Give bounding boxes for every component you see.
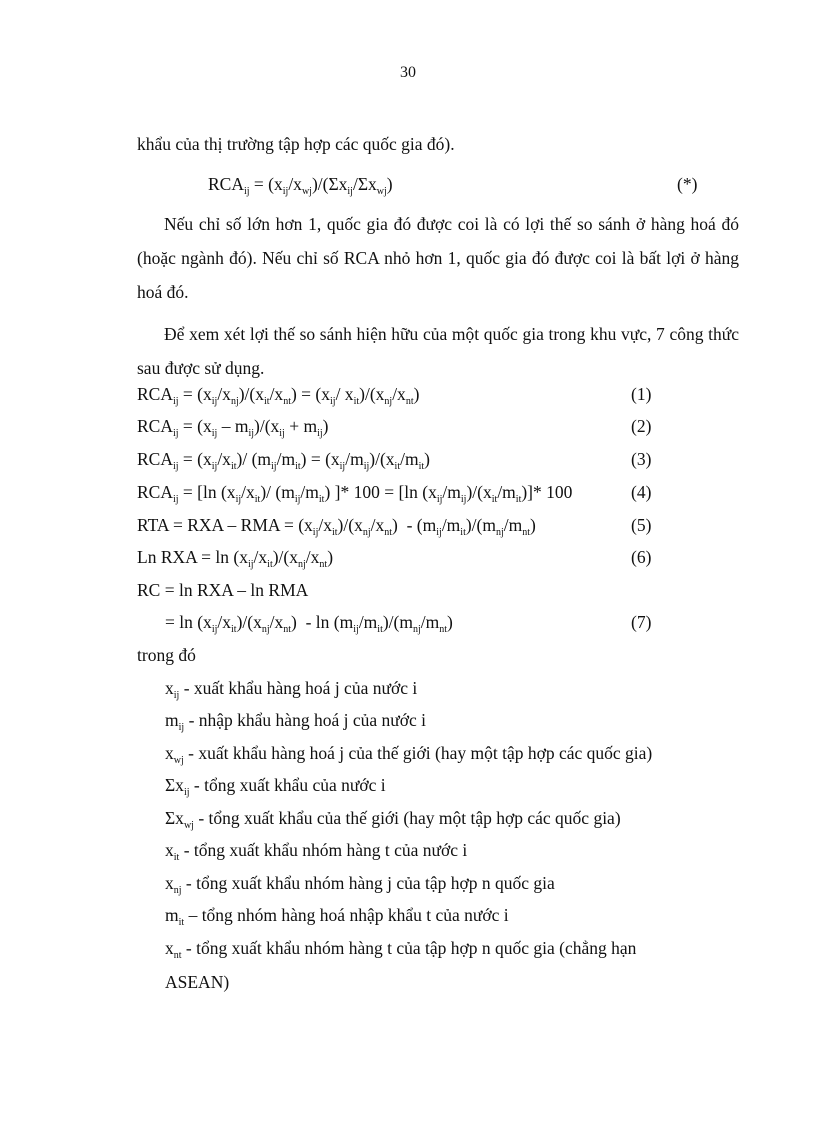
- formula-1: $RCA_{ij} = (x_{ij}/x_{nj})/(x_{it}/x_{nt}) = (x_{ij}/$ $x_{it})/(x_{nj}/x_{nt})$: [137, 384, 420, 407]
- formula-main: $RCA_{ij} = (x_{ij}/x_{wj})/(\Sigma x_{ij}/\Sigma x_{wj})$: [208, 174, 393, 197]
- paragraph-text: Để xem xét lợi thế so sánh hiện hữu của một quốc gia trong khu vực, 7 công thức sau được sử dụng.: [137, 324, 739, 378]
- formula-6-tag: (6): [631, 547, 652, 567]
- intro-line: khẩu của thị trường tập hợp các quốc gia đó).: [137, 134, 455, 154]
- formula-2-tag: (2): [631, 416, 652, 436]
- formula-2: $RCA_{ij} = (x_{ij} - m_{ij})/(x_{ij} + m_{ij})$: [137, 416, 329, 439]
- formula-4: $RCA_{ij} = [\ln$ $(x_{ij}/x_{it})/$ $(m_{ij}/m_{it})$ ]* 100 = [ln $(x_{ij}/m_{ij})/(x_{it}/m_{it})]*$ 100: [137, 482, 573, 505]
- formula-main-tag: (*): [677, 174, 698, 194]
- formula-3: $RCA_{ij} = (x_{ij}/x_{it})/$ $(m_{ij}/m_{it}) = (x_{ij}/m_{ij})/(x_{it}/m_{it})$: [137, 449, 430, 472]
- def-sum-xij: $\Sigma x_{ij}$ - tổng xuất khẩu của nước i: [165, 775, 386, 798]
- def-xnt: $x_{nt}$ - tổng xuất khẩu nhóm hàng t của tập hợp n quốc gia (chẳng hạn ASEAN): [165, 938, 637, 992]
- def-xwj: $x_{wj}$ - xuất khẩu hàng hoá j của thế giới (hay một tập hợp các quốc gia): [165, 743, 653, 766]
- page-number: 30: [400, 64, 416, 81]
- formula-1-tag: (1): [631, 384, 652, 404]
- formula-7-tag: (7): [631, 612, 652, 632]
- formula-7-line1: RC = ln RXA – ln RMA: [137, 580, 309, 600]
- def-mit: $m_{it}$ – tổng nhóm hàng hoá nhập khẩu t của nước i: [165, 905, 509, 928]
- def-xij: $x_{ij}$ - xuất khẩu hàng hoá j của nước i: [165, 678, 418, 701]
- def-text: – tổng nhóm hàng hoá nhập khẩu t của nước i: [184, 905, 509, 925]
- paragraph-text: Nếu chỉ số lớn hơn 1, quốc gia đó được coi là có lợi thế so sánh ở hàng hoá đó (hoặc ngành đó). Nếu chỉ số RCA nhỏ hơn 1, quốc gia đó được coi là bất lợi ở hàng hoá đó.: [137, 214, 739, 302]
- where-label: trong đó: [137, 645, 196, 665]
- def-text: - xuất khẩu hàng hoá j của thế giới (hay một tập hợp các quốc gia): [183, 743, 653, 763]
- formula-5-tag: (5): [631, 515, 652, 535]
- formula-4-tag: (4): [631, 482, 652, 502]
- formula-6: Ln RXA = $\ln (x_{ij}/x_{it})/(x_{nj}/x_{nt})$: [137, 547, 334, 570]
- def-text: - nhập khẩu hàng hoá j của nước i: [184, 710, 426, 730]
- def-text: - tổng xuất khẩu nhóm hàng t của nước i: [179, 840, 468, 860]
- def-text: - xuất khẩu hàng hoá j của nước i: [179, 678, 418, 698]
- def-text: - tổng xuất khẩu nhóm hàng t của tập hợp n quốc gia (chẳng hạn: [181, 938, 637, 958]
- def-mij: $m_{ij}$ - nhập khẩu hàng hoá j của nước i: [165, 710, 426, 733]
- def-text: - tổng xuất khẩu của thế giới (hay một tập hợp các quốc gia): [193, 808, 621, 828]
- def-text-cont: ASEAN): [165, 972, 230, 992]
- formula-3-tag: (3): [631, 449, 652, 469]
- def-text: - tổng xuất khẩu nhóm hàng j của tập hợp n quốc gia: [181, 873, 555, 893]
- def-sum-xwj: $\Sigma x_{wj}$ - tổng xuất khẩu của thế giới (hay một tập hợp các quốc gia): [165, 808, 621, 831]
- formula-7-line2: = $\ln (x_{ij}/x_{it})/(x_{nj}/x_{nt})$ - $\ln (m_{ij}/m_{it})/(m_{nj}/m_{nt})$: [165, 612, 453, 635]
- def-xit: $x_{it}$ - tổng xuất khẩu nhóm hàng t của nước i: [165, 840, 468, 863]
- paragraph-rca-meaning: [137, 207, 739, 309]
- def-xnj: $x_{nj}$ - tổng xuất khẩu nhóm hàng j của tập hợp n quốc gia: [165, 873, 555, 896]
- formula-5: RTA = RXA – RMA = $(x_{ij}/x_{it})/(x_{nj}/x_{nt}) - (m_{ij}/m_{it})/(m_{nj}/m_{nt})$: [137, 515, 536, 538]
- def-text: - tổng xuất khẩu của nước i: [189, 775, 386, 795]
- paragraph-formulas-intro: [137, 317, 739, 385]
